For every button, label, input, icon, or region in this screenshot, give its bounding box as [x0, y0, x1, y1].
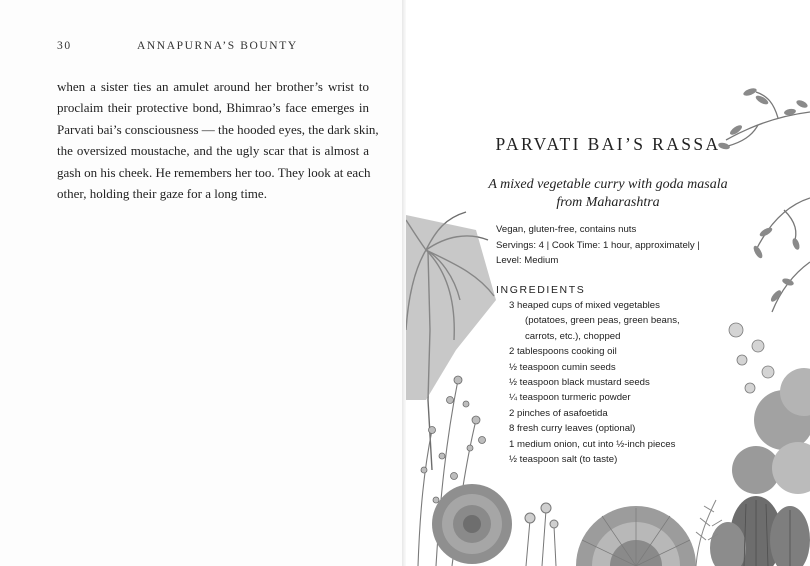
- page-number: 30: [57, 40, 72, 52]
- dandelion-flowers-bottom-icon: [525, 503, 558, 566]
- botanical-illustration: [406, 0, 810, 566]
- chrysanthemum-left-icon: [432, 484, 512, 564]
- recipe-meta: [496, 222, 746, 269]
- subtitle-line: A mixed vegetable curry with goda masala: [488, 177, 728, 192]
- ingredient-item: 2 pinches of asafoetida: [509, 407, 608, 419]
- recipe-title: PARVATI BAI’S RASSA: [495, 134, 721, 154]
- meta-line: Servings: 4 | Cook Time: 1 hour, approximately |: [496, 239, 700, 251]
- ingredient-item-continuation: (potatoes, green peas, green beans,: [525, 315, 680, 327]
- right-page: [406, 0, 810, 566]
- body-line: gash on his cheek. He remembers her too. They look at each: [57, 164, 371, 180]
- ingredient-item: ½ teaspoon black mustard seeds: [509, 377, 650, 389]
- running-title: ANNAPURNA’S BOUNTY: [137, 40, 298, 52]
- body-line: other, holding their gaze for a long time.: [57, 186, 267, 202]
- ingredients-heading: INGREDIENTS: [496, 284, 586, 296]
- ingredient-item: 8 fresh curry leaves (optional): [509, 423, 636, 435]
- ingredient-item: ¼ teaspoon turmeric powder: [509, 392, 631, 404]
- body-line: the oversized moustache, and the ugly scar that is almost a: [57, 143, 369, 159]
- body-paragraph: [57, 76, 379, 204]
- ingredient-item: 3 heaped cups of mixed vegetables: [509, 300, 660, 311]
- ingredients-list: [509, 298, 739, 467]
- cactus-cluster-right-icon: [710, 496, 810, 566]
- body-line: Parvati bai’s consciousness — the hooded eyes, the dark skin,: [57, 121, 379, 137]
- ingredient-item: ½ teaspoon cumin seeds: [509, 361, 616, 373]
- meta-line: Level: Medium: [496, 255, 559, 266]
- palm-fronds-fill: [406, 215, 496, 400]
- recipe-subtitle: [406, 176, 810, 212]
- subtitle-line: from Maharashtra: [556, 195, 660, 210]
- fan-flower-bottom-icon: [576, 506, 696, 566]
- ingredient-item: 2 tablespoons cooking oil: [509, 346, 617, 358]
- meta-line: Vegan, gluten-free, contains nuts: [496, 224, 637, 235]
- ingredient-item: ½ teaspoon salt (to taste): [509, 454, 618, 466]
- body-line: proclaim their protective bond, Bhimrao’s face emerges in: [57, 100, 369, 116]
- leafy-shrub-right-icon: [732, 368, 810, 494]
- body-line: when a sister ties an amulet around her brother’s wrist to: [57, 79, 369, 94]
- ingredient-item: 1 medium onion, cut into ½-inch pieces: [509, 438, 676, 450]
- left-page: [0, 0, 403, 566]
- ingredient-item-continuation: carrots, etc.), chopped: [525, 330, 621, 342]
